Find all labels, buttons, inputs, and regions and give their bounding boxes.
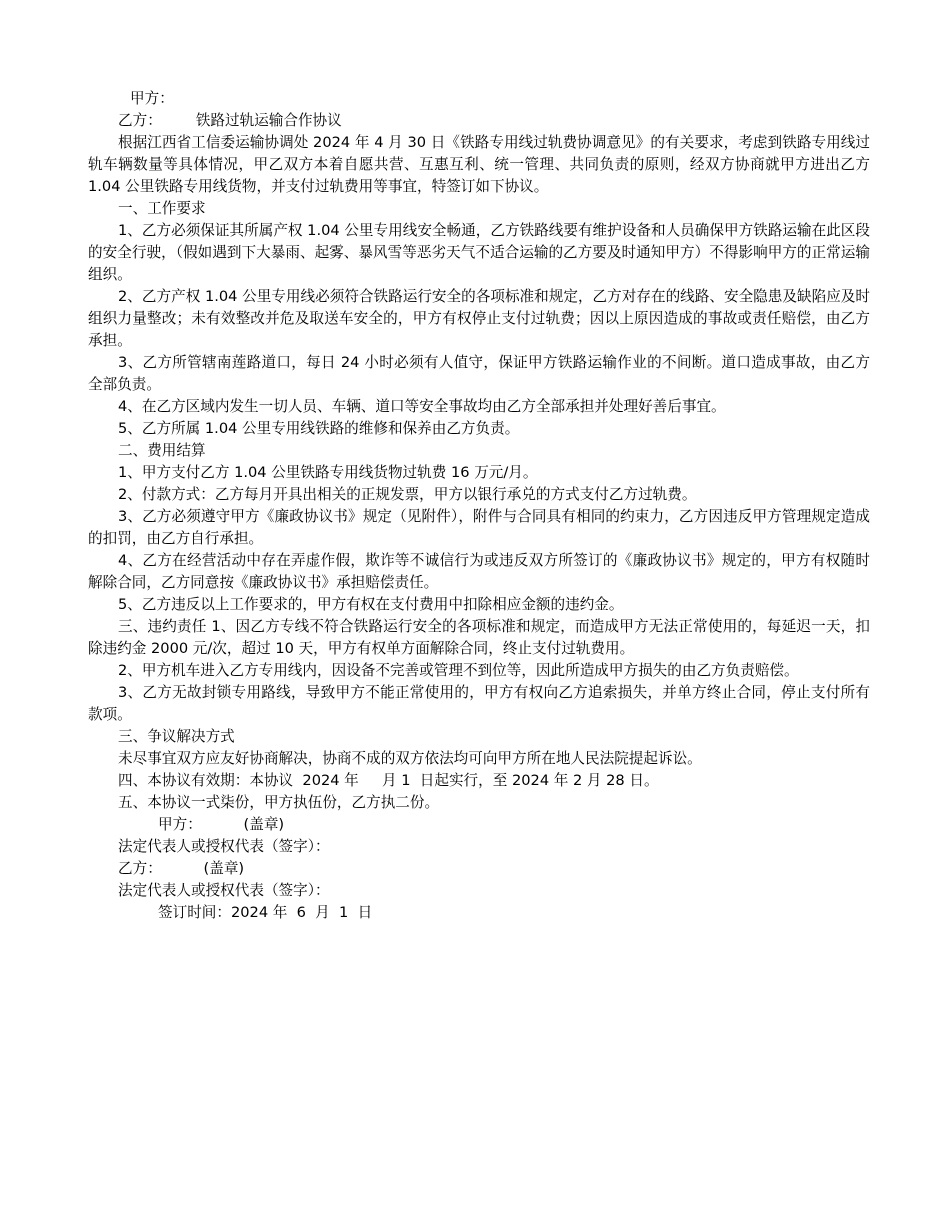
sec2-item-5: 5、乙方违反以上工作要求的，甲方有权在支付费用中扣除相应金额的违约金。 <box>118 596 624 613</box>
section-1-title: 一、工作要求 <box>118 200 206 217</box>
sec2-item-1: 1、甲方支付乙方 1.04 公里铁路专用线货物过轨费 16 万元/月。 <box>118 464 538 481</box>
sec1-item-1: 1、乙方必须保证其所属产权 1.04 公里专用线安全畅通，乙方铁路线要有维护设备和人员确保甲方铁路运输在此区段的安全行驶，（假如遇到下大暴雨、起雾、暴风雪等恶劣天气不适合运输的乙方要及时通知甲方）不得影响甲方的正常运输组织。 <box>88 222 870 283</box>
party-a-header: 甲方： <box>130 90 174 107</box>
signature-party-a: 甲方： (盖章) <box>158 816 285 833</box>
sec1-item-5: 5、乙方所属 1.04 公里专用线铁路的维修和保养由乙方负责。 <box>118 420 520 437</box>
sec3-item-2: 2、甲方机车进入乙方专用线内，因设备不完善或管理不到位等，因此所造成甲方损失的由乙方负责赔偿。 <box>118 662 799 679</box>
intro-paragraph: 根据江西省工信委运输协调处 2024 年 4 月 30 日《铁路专用线过轨费协调意见》的有关要求，考虑到铁路专用线过轨车辆数量等具体情况，甲乙双方本着自愿共营、互惠互利、统一管理、共同负责的原则，经双方协商就甲方进出乙方 1.04 公里铁路专用线货物，并支付过轨费用等事宜，特签订如下协议。 <box>88 134 870 195</box>
party-b-label: 乙方： <box>118 112 162 129</box>
signature-party-b-rep: 法定代表人或授权代表（签字）： <box>118 882 330 899</box>
dispute-body: 未尽事宜双方应友好协商解决，协商不成的双方依法均可向甲方所在地人民法院提起诉讼。 <box>118 750 702 767</box>
validity-clause: 四、本协议有效期：本协议 2024 年 月 1 日起实行，至 2024 年 2 月 28 日。 <box>118 772 659 789</box>
sec2-item-3: 3、乙方必须遵守甲方《廉政协议书》规定（见附件），附件与合同具有相同的约束力，乙方因违反甲方管理规定造成的扣罚，由乙方自行承担。 <box>88 508 870 547</box>
sec1-item-2: 2、乙方产权 1.04 公里专用线必须符合铁路运行安全的各项标准和规定，乙方对存在的线路、安全隐患及缺陷应及时组织力量整改；未有效整改并危及取送车安全的，甲方有权停止支付过轨费；因以上原因造成的事故或责任赔偿，由乙方承担。 <box>88 288 870 349</box>
signature-party-b: 乙方： (盖章) <box>118 860 245 877</box>
sec3-item-1: 三、违约责任 1、因乙方专线不符合铁路运行安全的各项标准和规定，而造成甲方无法正常使用的，每延迟一天，扣除违约金 2000 元/次，超过 10 天，甲方有权单方面解除合同，终止支付过轨费用。 <box>88 618 870 657</box>
section-dispute-title: 三、争议解决方式 <box>118 728 235 745</box>
sec1-item-3: 3、乙方所管辖南莲路道口，每日 24 小时必须有人值守，保证甲方铁路运输作业的不间断。道口造成事故，由乙方全部负责。 <box>88 354 870 393</box>
document-title: 铁路过轨运输合作协议 <box>195 112 342 129</box>
sec3-item-3: 3、乙方无故封锁专用路线，导致甲方不能正常使用的，甲方有权向乙方追索损失，并单方终止合同，停止支付所有款项。 <box>88 684 870 723</box>
section-2-title: 二、费用结算 <box>118 442 206 459</box>
signing-date: 签订时间：2024 年 6 月 1 日 <box>158 904 373 921</box>
sec2-item-4: 4、乙方在经营活动中存在弄虚作假，欺诈等不诚信行为或违反双方所签订的《廉政协议书》规定的，甲方有权随时解除合同，乙方同意按《廉政协议书》承担赔偿责任。 <box>88 552 870 591</box>
document-page <box>88 88 870 924</box>
party-b-title-line <box>88 110 870 132</box>
signature-party-a-rep: 法定代表人或授权代表（签字）： <box>118 838 330 855</box>
copies-clause: 五、本协议一式柒份，甲方执伍份，乙方执二份。 <box>118 794 440 811</box>
sec1-item-4: 4、在乙方区域内发生一切人员、车辆、道口等安全事故均由乙方全部承担并处理好善后事宜。 <box>118 398 726 415</box>
sec2-item-2: 2、付款方式：乙方每月开具出相关的正规发票，甲方以银行承兑的方式支付乙方过轨费。 <box>118 486 697 503</box>
